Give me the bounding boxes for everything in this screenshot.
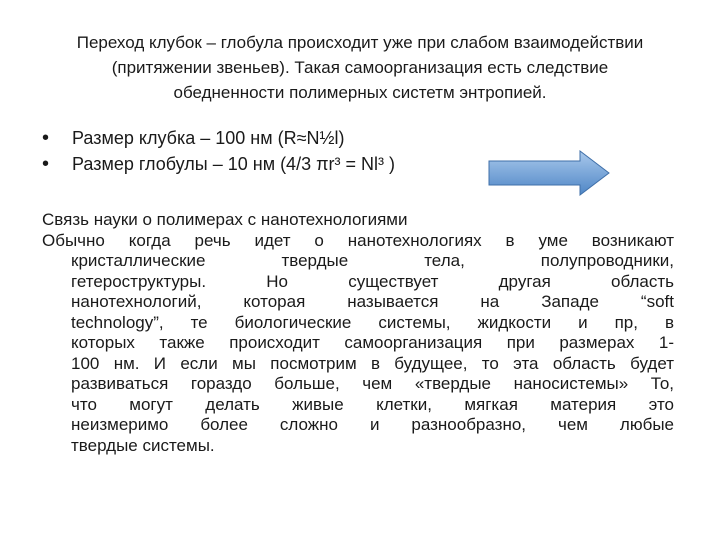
paragraph-line: твердые системы. (71, 435, 215, 455)
bullet-text-coil-size: Размер клубка – 100 нм (R≈N½l) (72, 128, 345, 148)
intro-line: Переход клубок – глобула происходит уже при слабом взаимодействии (76, 33, 644, 52)
paragraph-line: что могут делать живые клетки, мягкая материя это (71, 394, 674, 414)
intro-line: обедненности полимерных систетм энтропией. (173, 83, 547, 102)
paragraph-line: неизмеримо более сложно и разнообразно, чем любые (71, 415, 674, 434)
right-arrow-icon (488, 150, 610, 196)
paragraph-line: развиваться гораздо больше, чем «твердые наносистемы» То, (71, 374, 674, 393)
bullet-item (42, 125, 395, 151)
paragraph-line: гетероструктуры. Но существует другая область (71, 271, 674, 291)
intro-paragraph (40, 30, 680, 105)
paragraph-first-line: Обычно когда речь идет о нанотехнологиях в уме возникают (42, 230, 674, 250)
bullet-dot-icon: • (42, 127, 50, 149)
bullet-list (42, 125, 395, 177)
paragraph-line: кристаллические твердые тела, полупроводники, (71, 251, 674, 270)
bullet-text-globule-size: Размер глобулы – 10 нм (4/3 πr³ = Nl³ ) (72, 154, 395, 174)
paragraph-line: 100 нм. И если мы посмотрим в будущее, то эта область будет (71, 353, 674, 373)
paragraph-line: technology”, те биологические системы, жидкости и пр, в (71, 312, 674, 332)
intro-line: (притяжении звеньев). Такая самоорганизация есть следствие (111, 58, 609, 77)
paragraph-body (42, 251, 674, 456)
paragraph-line: которых также происходит самоорганизация при размерах 1- (71, 333, 674, 352)
paragraph-line: нанотехнологий, которая называется на Западе “soft (71, 292, 674, 311)
bullet-dot-icon: • (42, 153, 50, 175)
main-text (42, 210, 674, 456)
section-heading: Связь науки о полимерах с нанотехнологиями (42, 210, 408, 229)
bullet-item (42, 151, 395, 177)
